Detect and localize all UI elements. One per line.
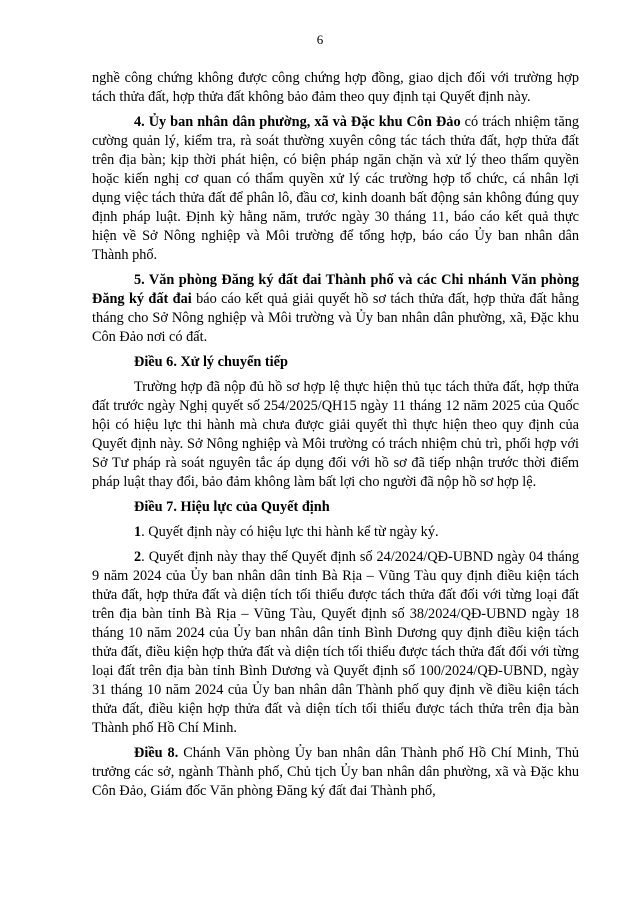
item-4-title: 4. Ủy ban nhân dân phường, xã và Đặc khu Côn Đảo [134,114,461,130]
item-5-text: báo cáo kết quả giải quyết hồ sơ tách thửa đất, hợp thửa đất hằng tháng cho Sở Nông nghiệp và Môi trường và Ủy ban nhân dân phường, xã, Đặc khu Côn Đảo nơi có đất. [92,291,579,345]
article-8-paragraph [92,744,579,801]
paragraph-continuation: nghề công chứng không được công chứng hợp đồng, giao dịch đối với trường hợp tách thửa đất, hợp thửa đất không bảo đảm theo quy định tại Quyết định này. [92,70,579,105]
article-6-paragraph: Trường hợp đã nộp đủ hồ sơ hợp lệ thực hiện thủ tục tách thửa đất, hợp thửa đất trước ngày Nghị quyết số 254/2025/QH15 ngày 11 tháng 12 năm 2025 của Quốc hội có hiệu lực thi hành mà chưa được giải quyết thì thực hiện theo quy định của Quyết định này. Sở Nông nghiệp và Môi trường có trách nhiệm chủ trì, phối hợp với Sở Tư pháp rà soát nguyên tắc áp dụng đối với hồ sơ đã tiếp nhận trước thời điểm pháp luật thay đổi, bảo đảm không làm bất lợi cho người đã nộp hồ sơ hợp lệ. [92,379,579,490]
article-8-title: Điều 8. [134,745,179,761]
clause-2-number: 2 [134,549,142,565]
paragraph-item-5 [92,271,579,347]
document-body [92,69,579,801]
item-4-text: có trách nhiệm tăng cường quản lý, kiểm tra, rà soát thường xuyên công tác tách thửa đất, hợp thửa đất trên địa bàn; kịp thời phát hiện, có biện pháp ngăn chặn và xử lý theo thẩm quyền hoặc kiến nghị cơ quan có thẩm quyền xử lý các trường hợp tổ chức, cá nhân lợi dụng việc tách thửa đất để phân lô, đầu cơ, kinh doanh bất động sản không đúng quy định pháp luật. Định kỳ hằng năm, trước ngày 30 tháng 11, báo cáo kết quả thực hiện về Sở Nông nghiệp và Môi trường để tổng hợp, báo cáo Ủy ban nhân dân Thành phố. [92,114,579,263]
item-5-title: 5. Văn phòng Đăng ký đất đai Thành phố và các Chi nhánh Văn phòng Đăng ký đất đai [92,272,579,307]
clause-1-number: 1 [134,524,142,540]
article-7-clause-1 [92,523,579,542]
article-8-text: Chánh Văn phòng Ủy ban nhân dân Thành phố Hồ Chí Minh, Thủ trưởng các sở, ngành Thành phố, Chủ tịch Ủy ban nhân dân phường, xã và Đặc khu Côn Đảo, Giám đốc Văn phòng Đăng ký đất đai Thành phố, [92,745,579,799]
article-7-heading: Điều 7. Hiệu lực của Quyết định [134,499,330,515]
page-number: 6 [316,32,324,47]
article-7-clause-2 [92,548,579,738]
paragraph-item-4 [92,113,579,265]
clause-1-text: . Quyết định này có hiệu lực thi hành kể từ ngày ký. [141,524,439,540]
clause-2-text: . Quyết định này thay thế Quyết định số 24/2024/QĐ-UBND ngày 04 tháng 9 năm 2024 của Ủy ban nhân dân tỉnh Bà Rịa – Vũng Tàu quy định điều kiện tách thửa đất, hợp thửa đất và diện tích tối thiểu được tách thửa đất đối với từng loại đất trên địa bàn tỉnh Bà Rịa – Vũng Tàu, Quyết định số 38/2024/QĐ-UBND ngày 18 tháng 10 năm 2024 của Ủy ban nhân dân tỉnh Bình Dương quy định điều kiện tách thửa đất, điều kiện hợp thửa đất và diện tích tối thiểu được tách thửa đất đối với từng loại đất trên địa bàn tỉnh Bình Dương và Quyết định số 100/2024/QĐ-UBND, ngày 31 tháng 10 năm 2024 của Ủy ban nhân dân Thành phố quy định về điều kiện tách thửa đất, điều kiện hợp thửa đất và diện tích tối thiểu được tách thửa trên địa bàn Thành phố Hồ Chí Minh. [92,549,579,736]
article-6-heading: Điều 6. Xử lý chuyển tiếp [134,354,288,370]
